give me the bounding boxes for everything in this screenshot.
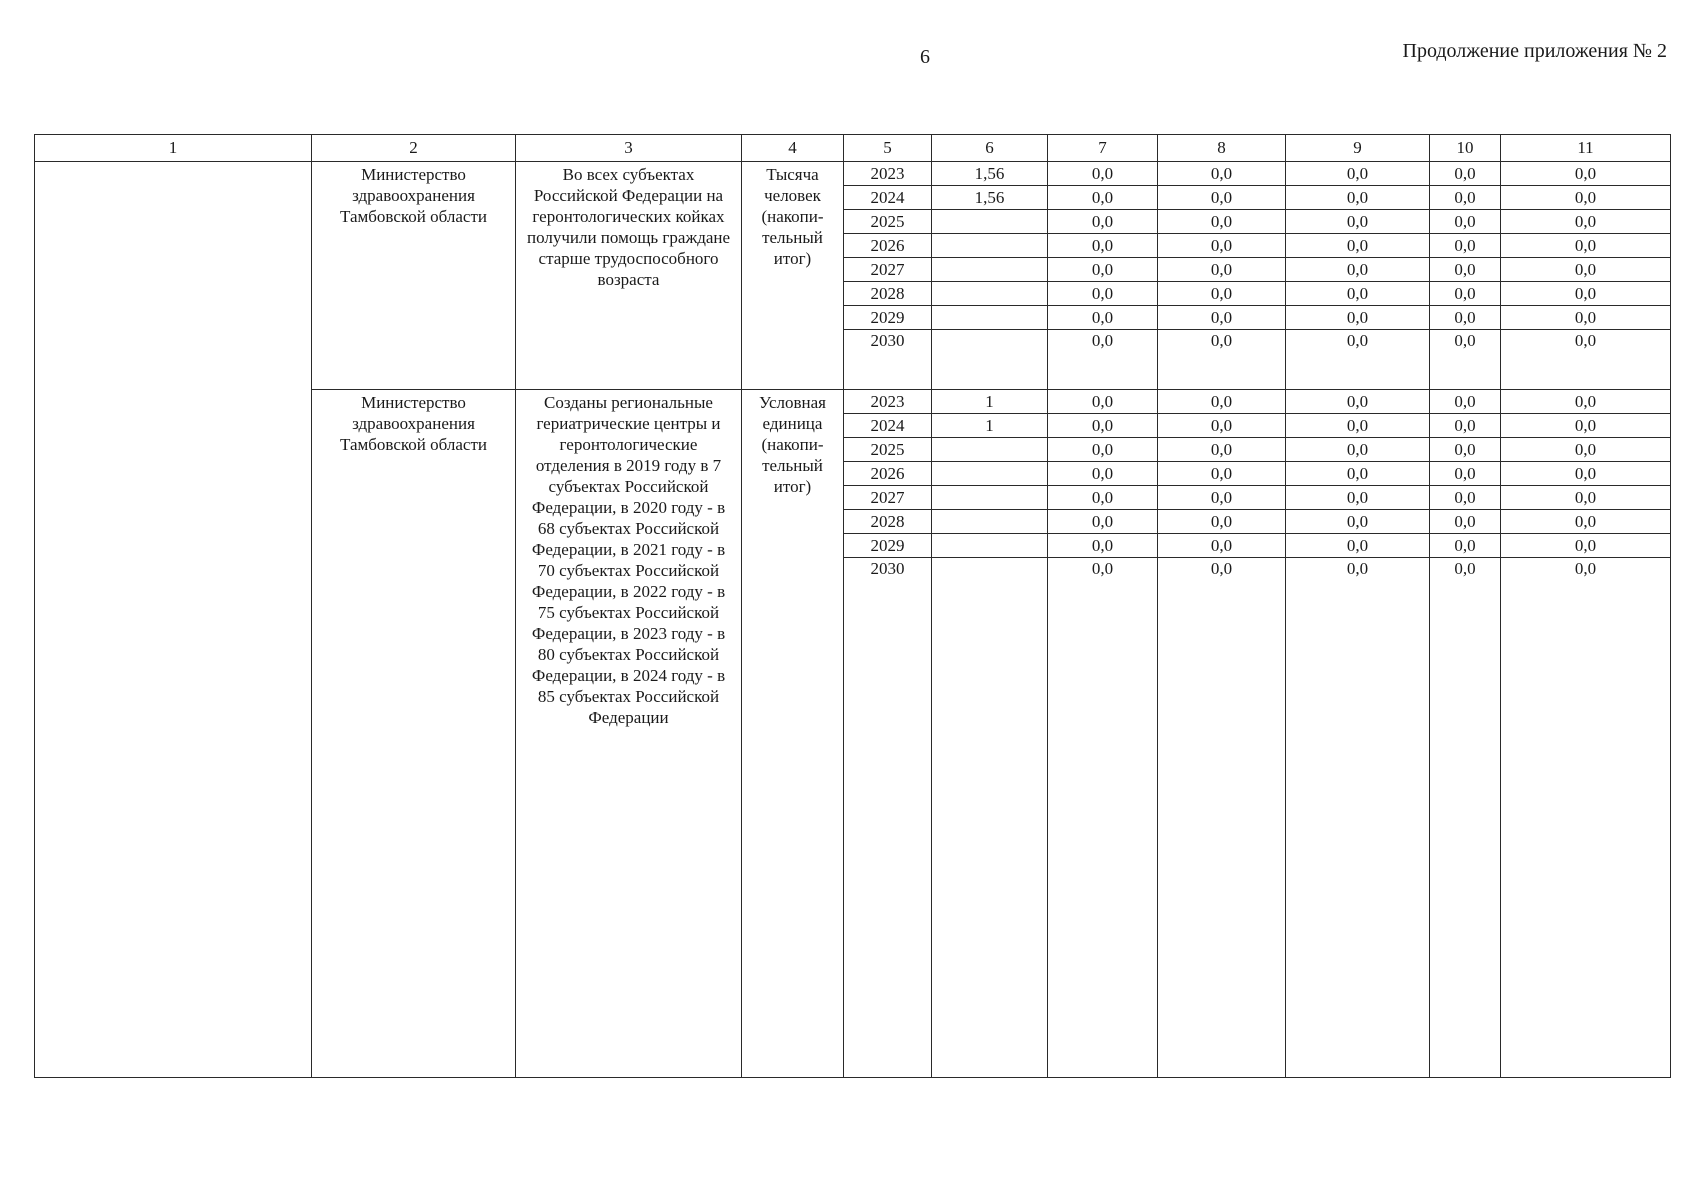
value-cell: 0,0 — [1430, 330, 1501, 390]
value-cell: 0,0 — [1501, 306, 1671, 330]
value-cell: 0,0 — [1430, 306, 1501, 330]
value-cell: 0,0 — [1048, 186, 1158, 210]
value-cell: 0,0 — [1048, 390, 1158, 414]
value-cell — [932, 258, 1048, 282]
year-cell: 2030 — [844, 330, 932, 390]
value-cell: 0,0 — [1158, 414, 1286, 438]
value-cell: 0,0 — [1286, 558, 1430, 1078]
column-header: 2 — [312, 135, 516, 162]
value-cell — [932, 558, 1048, 1078]
column-header: 10 — [1430, 135, 1501, 162]
unit-cell: Тысяча человек (накопи-тельный итог) — [742, 162, 844, 390]
value-cell: 0,0 — [1501, 258, 1671, 282]
value-cell: 0,0 — [1158, 462, 1286, 486]
value-cell: 0,0 — [1048, 558, 1158, 1078]
column-header: 4 — [742, 135, 844, 162]
value-cell: 0,0 — [1430, 234, 1501, 258]
value-cell: 0,0 — [1501, 558, 1671, 1078]
value-cell: 0,0 — [1501, 390, 1671, 414]
value-cell: 1,56 — [932, 186, 1048, 210]
value-cell: 0,0 — [1158, 258, 1286, 282]
value-cell: 0,0 — [1158, 234, 1286, 258]
value-cell: 0,0 — [1158, 534, 1286, 558]
value-cell — [932, 330, 1048, 390]
year-cell: 2027 — [844, 258, 932, 282]
value-cell: 0,0 — [1286, 162, 1430, 186]
value-cell: 0,0 — [1286, 486, 1430, 510]
value-cell — [932, 234, 1048, 258]
value-cell: 1,56 — [932, 162, 1048, 186]
value-cell: 0,0 — [1501, 162, 1671, 186]
value-cell: 0,0 — [1048, 162, 1158, 186]
value-cell — [932, 486, 1048, 510]
year-cell: 2025 — [844, 210, 932, 234]
value-cell: 0,0 — [1286, 462, 1430, 486]
year-cell: 2027 — [844, 486, 932, 510]
value-cell: 0,0 — [1048, 414, 1158, 438]
value-cell: 0,0 — [1286, 534, 1430, 558]
value-cell: 0,0 — [1430, 534, 1501, 558]
indicator-cell: Во всех субъектах Российской Федерации на геронтологических койках получили помощь граждане старше трудоспособного возраста — [516, 162, 742, 390]
year-cell: 2026 — [844, 462, 932, 486]
value-cell: 0,0 — [1430, 438, 1501, 462]
year-cell: 2028 — [844, 282, 932, 306]
column-header: 1 — [35, 135, 312, 162]
value-cell: 0,0 — [1430, 510, 1501, 534]
value-cell: 0,0 — [1501, 210, 1671, 234]
value-cell: 0,0 — [1158, 306, 1286, 330]
value-cell: 0,0 — [1158, 558, 1286, 1078]
column-header: 9 — [1286, 135, 1430, 162]
indicator-cell: Созданы региональные гериатрические центры и геронтологические отделения в 2019 году в 7 субъектах Российской Федерации, в 2020 году - в 68 субъектах Российской Федерации, в 2021 году - в 70 субъектах Российской Федерации, в 2022 году - в 75 субъектах Российской Федерации, в 2023 году - в 80 субъектах Российской Федерации, в 2024 году - в 85 субъектах Российской Федерации — [516, 390, 742, 1078]
year-cell: 2023 — [844, 390, 932, 414]
value-cell: 0,0 — [1048, 234, 1158, 258]
value-cell: 0,0 — [1048, 534, 1158, 558]
column-header: 11 — [1501, 135, 1671, 162]
value-cell: 0,0 — [1286, 414, 1430, 438]
value-cell: 0,0 — [1158, 390, 1286, 414]
value-cell: 0,0 — [1048, 282, 1158, 306]
value-cell: 0,0 — [1430, 390, 1501, 414]
value-cell: 0,0 — [1048, 510, 1158, 534]
value-cell: 0,0 — [1501, 282, 1671, 306]
appendix-caption: Продолжение приложения № 2 — [1402, 40, 1667, 62]
value-cell: 0,0 — [1501, 486, 1671, 510]
value-cell: 0,0 — [1430, 258, 1501, 282]
year-cell: 2024 — [844, 414, 932, 438]
value-cell: 0,0 — [1286, 234, 1430, 258]
value-cell: 0,0 — [1430, 462, 1501, 486]
value-cell — [932, 462, 1048, 486]
value-cell: 0,0 — [1048, 486, 1158, 510]
value-cell: 0,0 — [1048, 210, 1158, 234]
value-cell: 0,0 — [1158, 162, 1286, 186]
value-cell: 0,0 — [1158, 330, 1286, 390]
value-cell: 0,0 — [1430, 162, 1501, 186]
value-cell: 0,0 — [1158, 438, 1286, 462]
value-cell — [932, 306, 1048, 330]
executor-cell: Министерство здравоохранения Тамбовской области — [312, 390, 516, 1078]
value-cell — [932, 510, 1048, 534]
value-cell: 0,0 — [1158, 210, 1286, 234]
value-cell: 0,0 — [1501, 510, 1671, 534]
value-cell: 0,0 — [1501, 438, 1671, 462]
year-cell: 2026 — [844, 234, 932, 258]
column-1-cell — [35, 162, 312, 1078]
year-cell: 2025 — [844, 438, 932, 462]
page-number: 6 — [920, 46, 930, 68]
value-cell: 0,0 — [1158, 486, 1286, 510]
column-header: 3 — [516, 135, 742, 162]
value-cell — [932, 534, 1048, 558]
column-header: 7 — [1048, 135, 1158, 162]
value-cell: 0,0 — [1158, 510, 1286, 534]
value-cell: 0,0 — [1286, 330, 1430, 390]
year-cell: 2029 — [844, 534, 932, 558]
value-cell: 0,0 — [1286, 438, 1430, 462]
value-cell: 1 — [932, 414, 1048, 438]
value-cell: 0,0 — [1048, 438, 1158, 462]
value-cell: 0,0 — [1501, 186, 1671, 210]
column-header: 8 — [1158, 135, 1286, 162]
value-cell: 0,0 — [1286, 258, 1430, 282]
value-cell: 0,0 — [1430, 486, 1501, 510]
year-cell: 2024 — [844, 186, 932, 210]
indicators-table — [34, 134, 1671, 1078]
value-cell: 0,0 — [1048, 462, 1158, 486]
value-cell — [932, 438, 1048, 462]
value-cell: 0,0 — [1048, 330, 1158, 390]
value-cell: 0,0 — [1158, 282, 1286, 306]
value-cell: 0,0 — [1430, 210, 1501, 234]
value-cell — [932, 282, 1048, 306]
header-row — [35, 135, 1671, 162]
value-cell: 0,0 — [1286, 510, 1430, 534]
value-cell: 0,0 — [1430, 558, 1501, 1078]
value-cell: 0,0 — [1501, 234, 1671, 258]
column-header: 6 — [932, 135, 1048, 162]
value-cell: 0,0 — [1286, 186, 1430, 210]
executor-cell: Министерство здравоохранения Тамбовской области — [312, 162, 516, 390]
value-cell: 0,0 — [1158, 186, 1286, 210]
year-cell: 2028 — [844, 510, 932, 534]
table-row — [35, 162, 1671, 186]
value-cell: 0,0 — [1501, 534, 1671, 558]
value-cell: 0,0 — [1286, 282, 1430, 306]
value-cell: 1 — [932, 390, 1048, 414]
value-cell: 0,0 — [1048, 258, 1158, 282]
unit-cell: Условная единица (накопи-тельный итог) — [742, 390, 844, 1078]
year-cell: 2023 — [844, 162, 932, 186]
value-cell: 0,0 — [1430, 414, 1501, 438]
value-cell: 0,0 — [1430, 186, 1501, 210]
value-cell — [932, 210, 1048, 234]
value-cell: 0,0 — [1286, 210, 1430, 234]
value-cell: 0,0 — [1501, 414, 1671, 438]
year-cell: 2029 — [844, 306, 932, 330]
value-cell: 0,0 — [1430, 282, 1501, 306]
value-cell: 0,0 — [1501, 330, 1671, 390]
value-cell: 0,0 — [1286, 390, 1430, 414]
value-cell: 0,0 — [1048, 306, 1158, 330]
year-cell: 2030 — [844, 558, 932, 1078]
value-cell: 0,0 — [1286, 306, 1430, 330]
column-header: 5 — [844, 135, 932, 162]
value-cell: 0,0 — [1501, 462, 1671, 486]
